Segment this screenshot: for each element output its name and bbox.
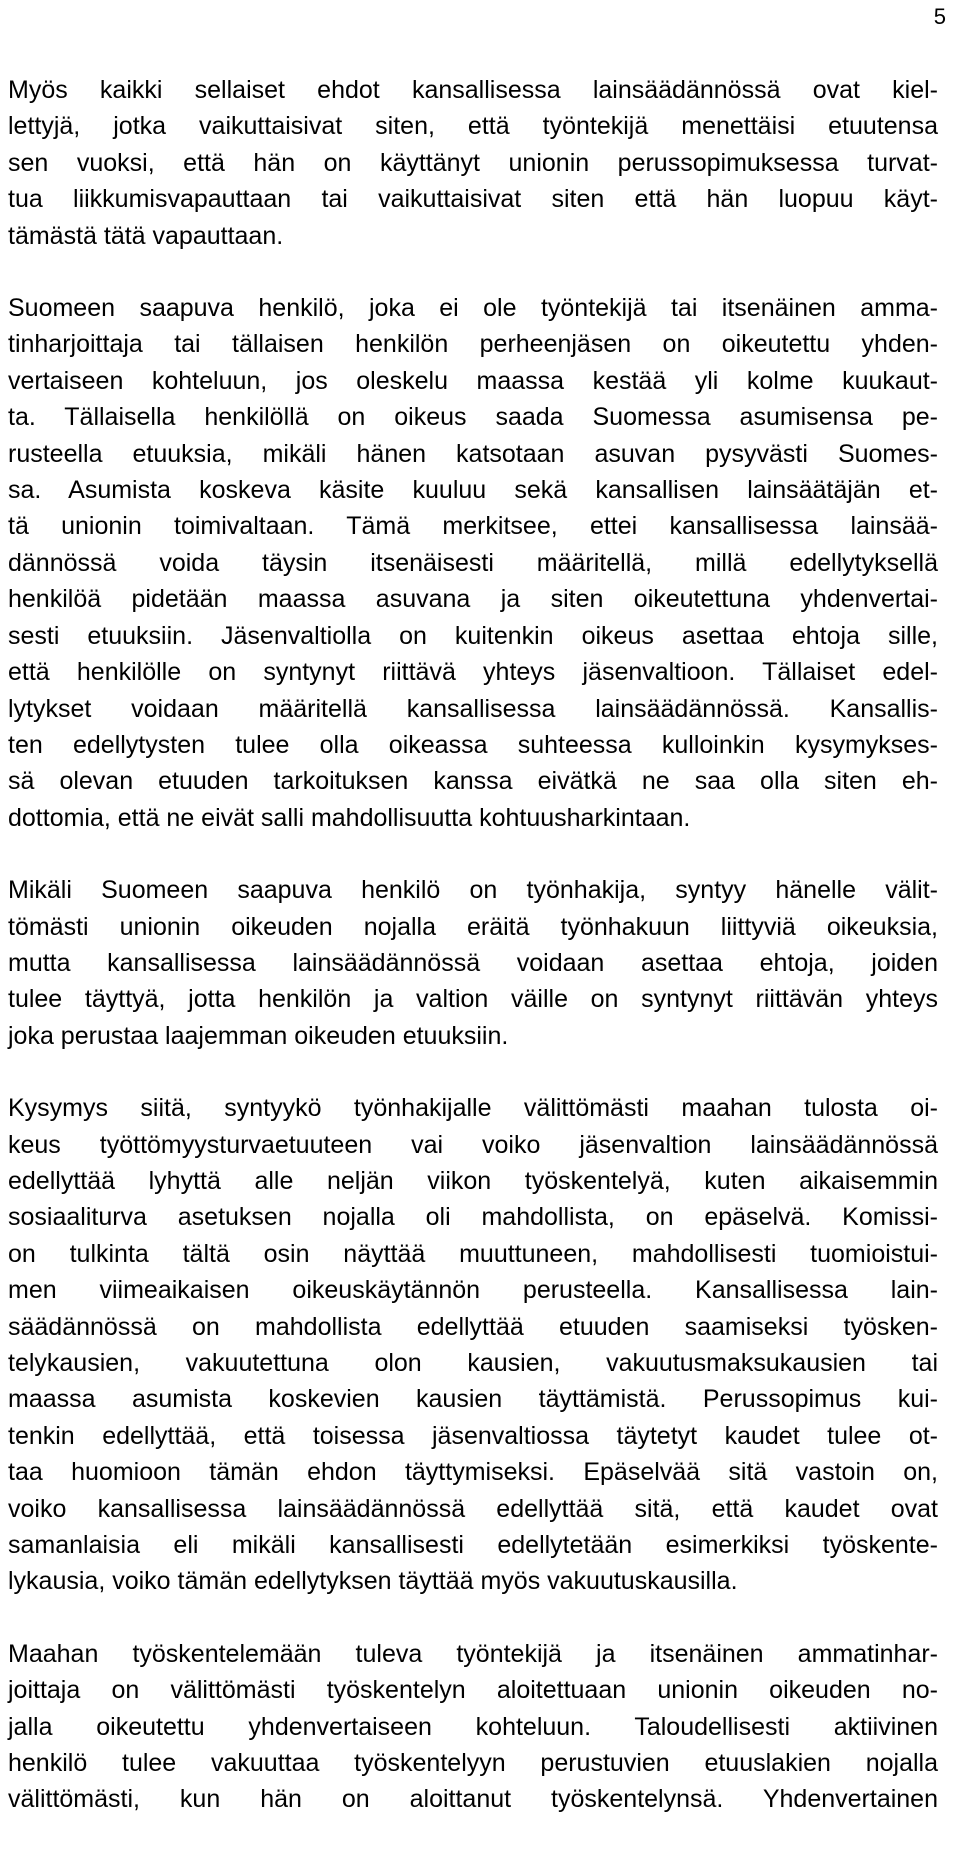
text-line: lettyjä, jotka vaikuttaisivat siten, että työntekijä menettäisi etuutensa <box>8 112 938 141</box>
page-number: 5 <box>933 4 946 29</box>
text-line: henkilöä pidetään maassa asuvana ja siten oikeutettuna yhdenvertai- <box>8 585 938 614</box>
text-line: on tulkinta tältä osin näyttää muuttuneen, mahdollisesti tuomioistui- <box>8 1239 938 1268</box>
paragraph-5 <box>8 1636 938 1818</box>
text-line: tä unionin toimivaltaan. Tämä merkitsee, ettei kansallisessa lainsää- <box>8 512 938 541</box>
text-line: men viimeaikaisen oikeuskäytännön perusteella. Kansallisessa lain- <box>8 1276 938 1305</box>
text-line: tämästä tätä vapauttaan. <box>8 221 284 250</box>
text-line: jalla oikeutettu yhdenvertaiseen kohteluun. Taloudellisesti aktiivinen <box>8 1712 938 1741</box>
text-line: taa huomioon tämän ehdon täyttymiseksi. Epäselvää sitä vastoin on, <box>8 1458 938 1487</box>
text-line: edellyttää lyhyttä alle neljän viikon työskentelyä, kuten aikaisemmin <box>8 1166 938 1195</box>
text-line: lykausia, voiko tämän edellytyksen täyttää myös vakuutuskausilla. <box>8 1567 738 1596</box>
paragraph-1 <box>8 72 938 254</box>
text-line: tinharjoittaja tai tällaisen henkilön perheenjäsen on oikeutettu yhden- <box>8 330 938 359</box>
text-line: ta. Tällaisella henkilöllä on oikeus saada Suomessa asumisensa pe- <box>8 403 938 432</box>
text-line: keus työttömyysturvaetuuteen vai voiko jäsenvaltion lainsäädännössä <box>8 1130 938 1159</box>
text-line: dottomia, että ne eivät salli mahdollisuutta kohtuusharkintaan. <box>8 803 691 832</box>
text-line: maassa asumista koskevien kausien täyttämistä. Perussopimus kui- <box>8 1385 938 1414</box>
text-line: välittömästi, kun hän on aloittanut työskentelynsä. Yhdenvertainen <box>8 1785 938 1814</box>
text-line: joittaja on välittömästi työskentelyn aloitettuaan unionin oikeuden no- <box>8 1676 938 1705</box>
text-line: Myös kaikki sellaiset ehdot kansallisessa lainsäädännössä ovat kiel- <box>8 76 938 104</box>
text-line: tua liikkumisvapauttaan tai vaikuttaisivat siten että hän luopuu käyt- <box>8 185 938 214</box>
text-line: sä olevan etuuden tarkoituksen kanssa eivätkä ne saa olla siten eh- <box>8 767 938 796</box>
text-line: tulee täyttyä, jotta henkilön ja valtion väille on syntynyt riittävän yhteys <box>8 985 938 1014</box>
text-line: joka perustaa laajemman oikeuden etuuksiin. <box>8 1021 509 1050</box>
text-line: sesti etuuksiin. Jäsenvaltiolla on kuitenkin oikeus asettaa ehtoja sille, <box>8 621 938 650</box>
text-line: vertaiseen kohteluun, jos oleskelu maassa kestää yli kolme kuukaut- <box>8 366 938 395</box>
text-line: tömästi unionin oikeuden nojalla eräitä työnhakuun liittyviä oikeuksia, <box>8 912 938 941</box>
text-line: ten edellytysten tulee olla oikeassa suhteessa kulloinkin kysymykses- <box>8 730 938 759</box>
paragraph-3 <box>8 872 938 1054</box>
text-line: sosiaaliturva asetuksen nojalla oli mahdollista, on epäselvä. Komissi- <box>8 1203 938 1232</box>
paragraph-2 <box>8 290 938 836</box>
text-line: lytykset voidaan määritellä kansallisessa lainsäädännössä. Kansallis- <box>8 694 938 723</box>
paragraph-4 <box>8 1090 938 1600</box>
text-line: telykausien, vakuutettuna olon kausien, vakuutusmaksukausien tai <box>8 1349 938 1377</box>
text-line: sa. Asumista koskeva käsite kuuluu sekä kansallisen lainsäätäjän et- <box>8 476 938 505</box>
text-line: samanlaisia eli mikäli kansallisesti edellytetään esimerkiksi työskente- <box>8 1531 938 1560</box>
text-line: Mikäli Suomeen saapuva henkilö on työnhakija, syntyy hänelle välit- <box>8 876 938 905</box>
text-line: Kysymys siitä, syntyykö työnhakijalle välittömästi maahan tulosta oi- <box>8 1094 938 1123</box>
text-line: Suomeen saapuva henkilö, joka ei ole työntekijä tai itsenäinen amma- <box>8 294 938 323</box>
text-line: säädännössä on mahdollista edellyttää etuuden saamiseksi työsken- <box>8 1312 938 1341</box>
document-body <box>8 72 938 1854</box>
text-line: että henkilölle on syntynyt riittävä yhteys jäsenvaltioon. Tällaiset edel- <box>8 658 938 687</box>
text-line: dännössä voida täysin itsenäisesti määritellä, millä edellytyksellä <box>8 548 938 577</box>
text-line: rusteella etuuksia, mikäli hänen katsotaan asuvan pysyvästi Suomes- <box>8 439 938 468</box>
text-line: mutta kansallisessa lainsäädännössä voidaan asettaa ehtoja, joiden <box>8 948 938 977</box>
text-line: sen vuoksi, että hän on käyttänyt unionin perussopimuksessa turvat- <box>8 148 938 177</box>
text-line: henkilö tulee vakuuttaa työskentelyyn perustuvien etuuslakien nojalla <box>8 1749 938 1778</box>
text-line: tenkin edellyttää, että toisessa jäsenvaltiossa täytetyt kaudet tulee ot- <box>8 1421 938 1450</box>
text-line: voiko kansallisessa lainsäädännössä edellyttää sitä, että kaudet ovat <box>8 1494 938 1523</box>
text-line: Maahan työskentelemään tuleva työntekijä ja itsenäinen ammatinhar- <box>8 1639 938 1668</box>
